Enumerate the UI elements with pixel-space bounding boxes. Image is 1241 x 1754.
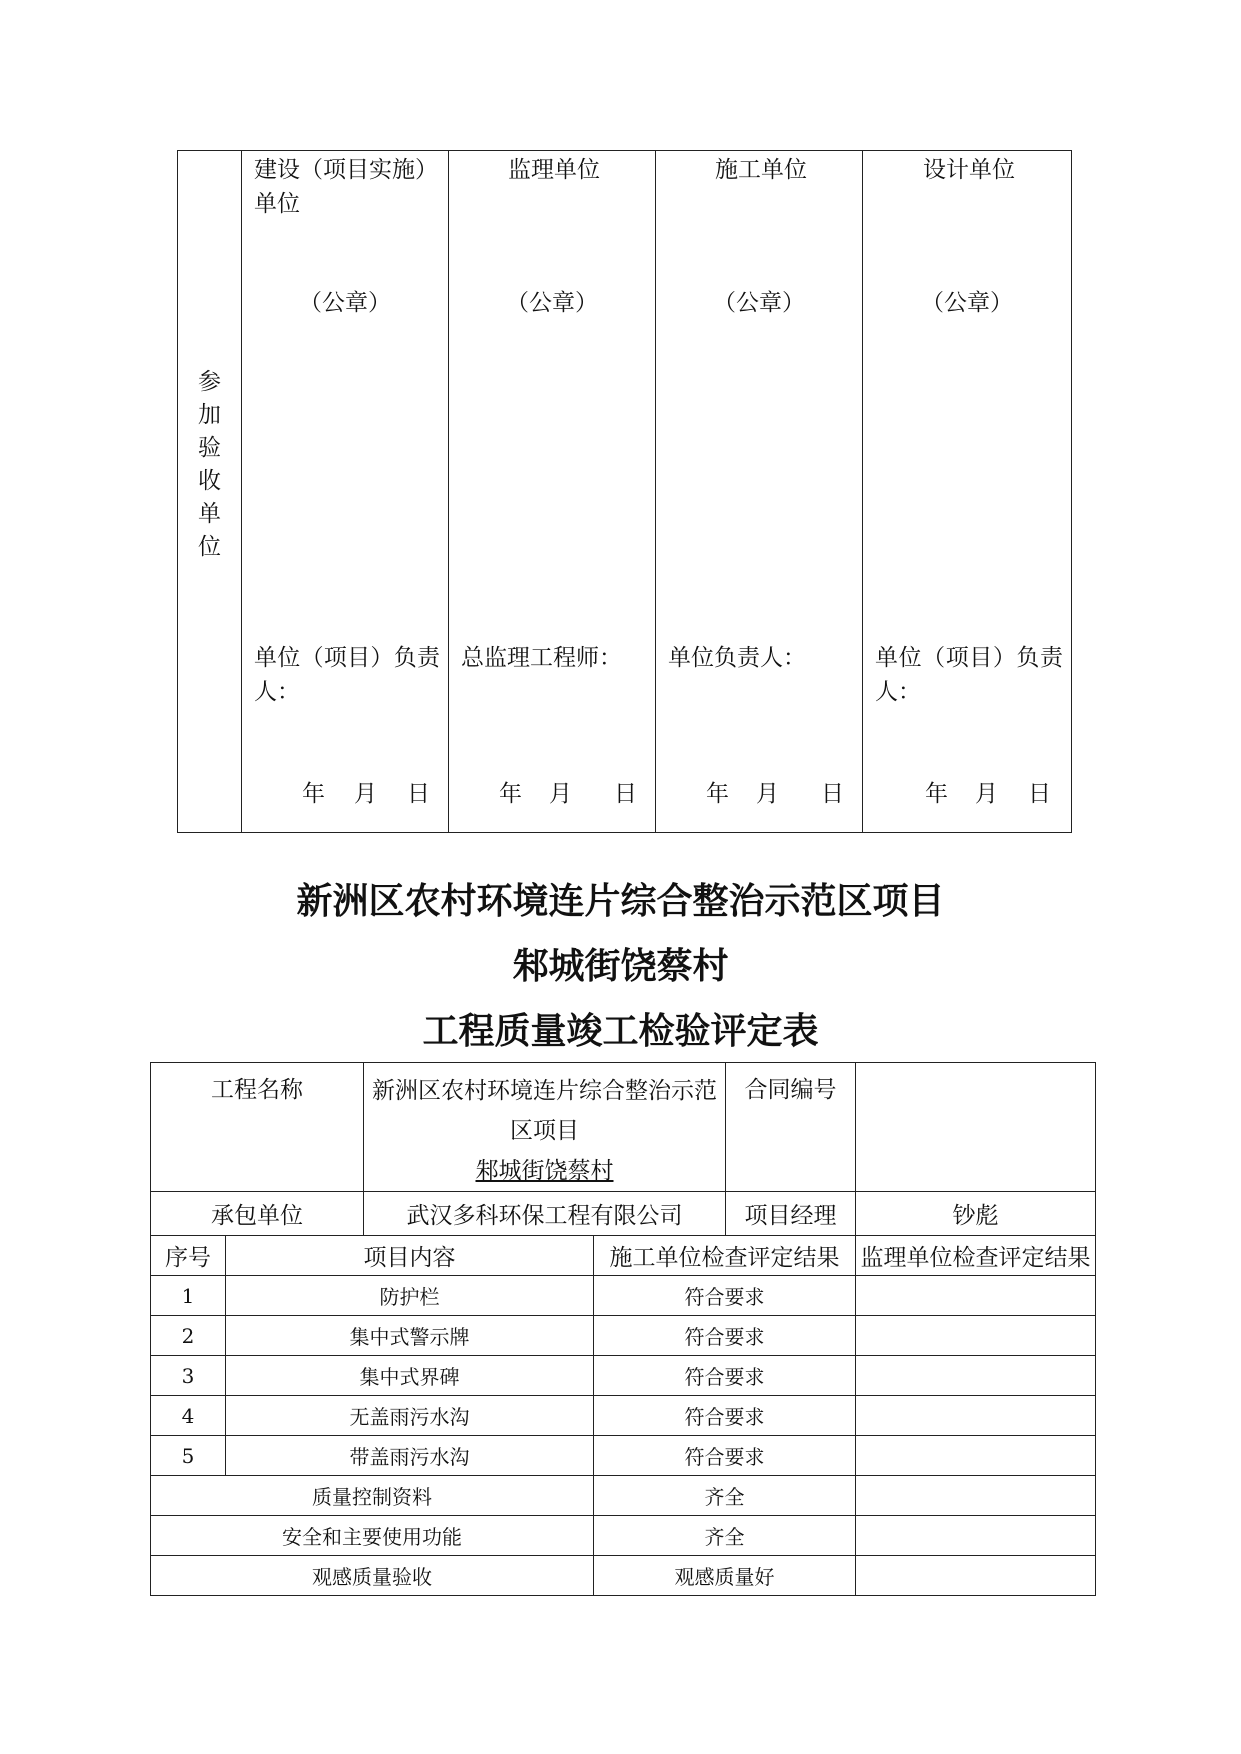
construction-unit-column (242, 151, 448, 832)
year-label: 年 (706, 781, 729, 807)
acceptance-signature-table (177, 150, 1072, 833)
summary-item: 质量控制资料 (151, 1476, 594, 1516)
side-label-char: 收 (198, 468, 221, 494)
row-number: 2 (151, 1316, 226, 1356)
side-label-char: 参 (198, 369, 221, 395)
summary-row (151, 1516, 1096, 1556)
contract-no-value (856, 1063, 1096, 1192)
summary-result: 齐全 (594, 1516, 856, 1556)
header-row (151, 1236, 1096, 1276)
table-row (151, 1316, 1096, 1356)
contractor-label: 承包单位 (151, 1192, 364, 1236)
contractor-value: 武汉多科环保工程有限公司 (364, 1192, 726, 1236)
day-label: 日 (1028, 781, 1051, 807)
month-label: 月 (549, 781, 572, 807)
seal-placeholder: （公章） (506, 290, 598, 316)
row-item: 集中式界碑 (226, 1356, 594, 1396)
form-title: 工程质量竣工检验评定表 (422, 1011, 819, 1052)
summary-row (151, 1476, 1096, 1516)
row-result: 符合要求 (594, 1356, 856, 1396)
contractor-unit-column (656, 151, 862, 832)
month-label: 月 (975, 781, 998, 807)
project-name-value (364, 1063, 726, 1192)
contract-no-label: 合同编号 (726, 1063, 856, 1192)
design-unit-column (863, 151, 1071, 832)
side-label-char: 位 (198, 534, 221, 560)
column-header: 设计单位 (923, 157, 1015, 183)
row-number: 1 (151, 1276, 226, 1316)
year-label: 年 (302, 781, 325, 807)
signer-label: 总监理工程师： (461, 645, 622, 671)
row-item: 防护栏 (226, 1276, 594, 1316)
signer-label: 单位负责人： (668, 645, 806, 671)
quality-inspection-table (150, 1062, 1096, 1596)
summary-result: 齐全 (594, 1476, 856, 1516)
manager-value: 钞彪 (856, 1192, 1096, 1236)
day-label: 日 (614, 781, 637, 807)
seal-placeholder: （公章） (713, 290, 805, 316)
row-item: 集中式警示牌 (226, 1316, 594, 1356)
table-row (151, 1356, 1096, 1396)
column-header: 建设（项目实施）单位 (254, 157, 438, 217)
summary-row (151, 1556, 1096, 1596)
header-cell: 序号 (151, 1236, 226, 1276)
row-supervisor-result (856, 1436, 1096, 1476)
row-number: 4 (151, 1396, 226, 1436)
participating-units-label (178, 366, 241, 564)
row-number: 3 (151, 1356, 226, 1396)
row-supervisor-result (856, 1276, 1096, 1316)
day-label: 日 (821, 781, 844, 807)
signer-label: 单位（项目）负责人： (254, 645, 440, 705)
project-title: 新洲区农村环境连片综合整治示范区项目 (296, 881, 945, 922)
table-row (151, 1436, 1096, 1476)
column-header: 监理单位 (508, 157, 600, 183)
row-item: 带盖雨污水沟 (226, 1436, 594, 1476)
project-name-label: 工程名称 (151, 1063, 364, 1192)
project-name-line: 新洲区农村环境连片综合整治示范区项目 (372, 1078, 717, 1144)
row-result: 符合要求 (594, 1276, 856, 1316)
contractor-row (151, 1192, 1096, 1236)
signer-label: 单位（项目）负责人： (875, 645, 1063, 705)
header-cell: 项目内容 (226, 1236, 594, 1276)
side-label-char: 验 (198, 435, 221, 461)
seal-placeholder: （公章） (299, 290, 391, 316)
year-label: 年 (925, 781, 948, 807)
row-result: 符合要求 (594, 1316, 856, 1356)
row-number: 5 (151, 1436, 226, 1476)
day-label: 日 (407, 781, 430, 807)
summary-item: 观感质量验收 (151, 1556, 594, 1596)
summary-supervisor-result (856, 1476, 1096, 1516)
supervision-unit-column (449, 151, 655, 832)
year-label: 年 (499, 781, 522, 807)
summary-supervisor-result (856, 1516, 1096, 1556)
header-cell: 施工单位检查评定结果 (594, 1236, 856, 1276)
summary-supervisor-result (856, 1556, 1096, 1596)
row-result: 符合要求 (594, 1436, 856, 1476)
summary-item: 安全和主要使用功能 (151, 1516, 594, 1556)
side-label-char: 单 (198, 501, 221, 527)
side-label-char: 加 (198, 402, 221, 428)
table-row (151, 1396, 1096, 1436)
header-cell: 监理单位检查评定结果 (856, 1236, 1096, 1276)
table-row (151, 1276, 1096, 1316)
column-header: 施工单位 (715, 157, 807, 183)
summary-result: 观感质量好 (594, 1556, 856, 1596)
row-supervisor-result (856, 1396, 1096, 1436)
month-label: 月 (354, 781, 377, 807)
row-supervisor-result (856, 1356, 1096, 1396)
row-result: 符合要求 (594, 1396, 856, 1436)
village-title: 邾城街饶蔡村 (512, 946, 729, 987)
project-name-line: 邾城街饶蔡村 (475, 1158, 614, 1184)
row-supervisor-result (856, 1316, 1096, 1356)
seal-placeholder: （公章） (921, 290, 1013, 316)
month-label: 月 (756, 781, 779, 807)
row-item: 无盖雨污水沟 (226, 1396, 594, 1436)
project-name-row (151, 1063, 1096, 1192)
manager-label: 项目经理 (726, 1192, 856, 1236)
